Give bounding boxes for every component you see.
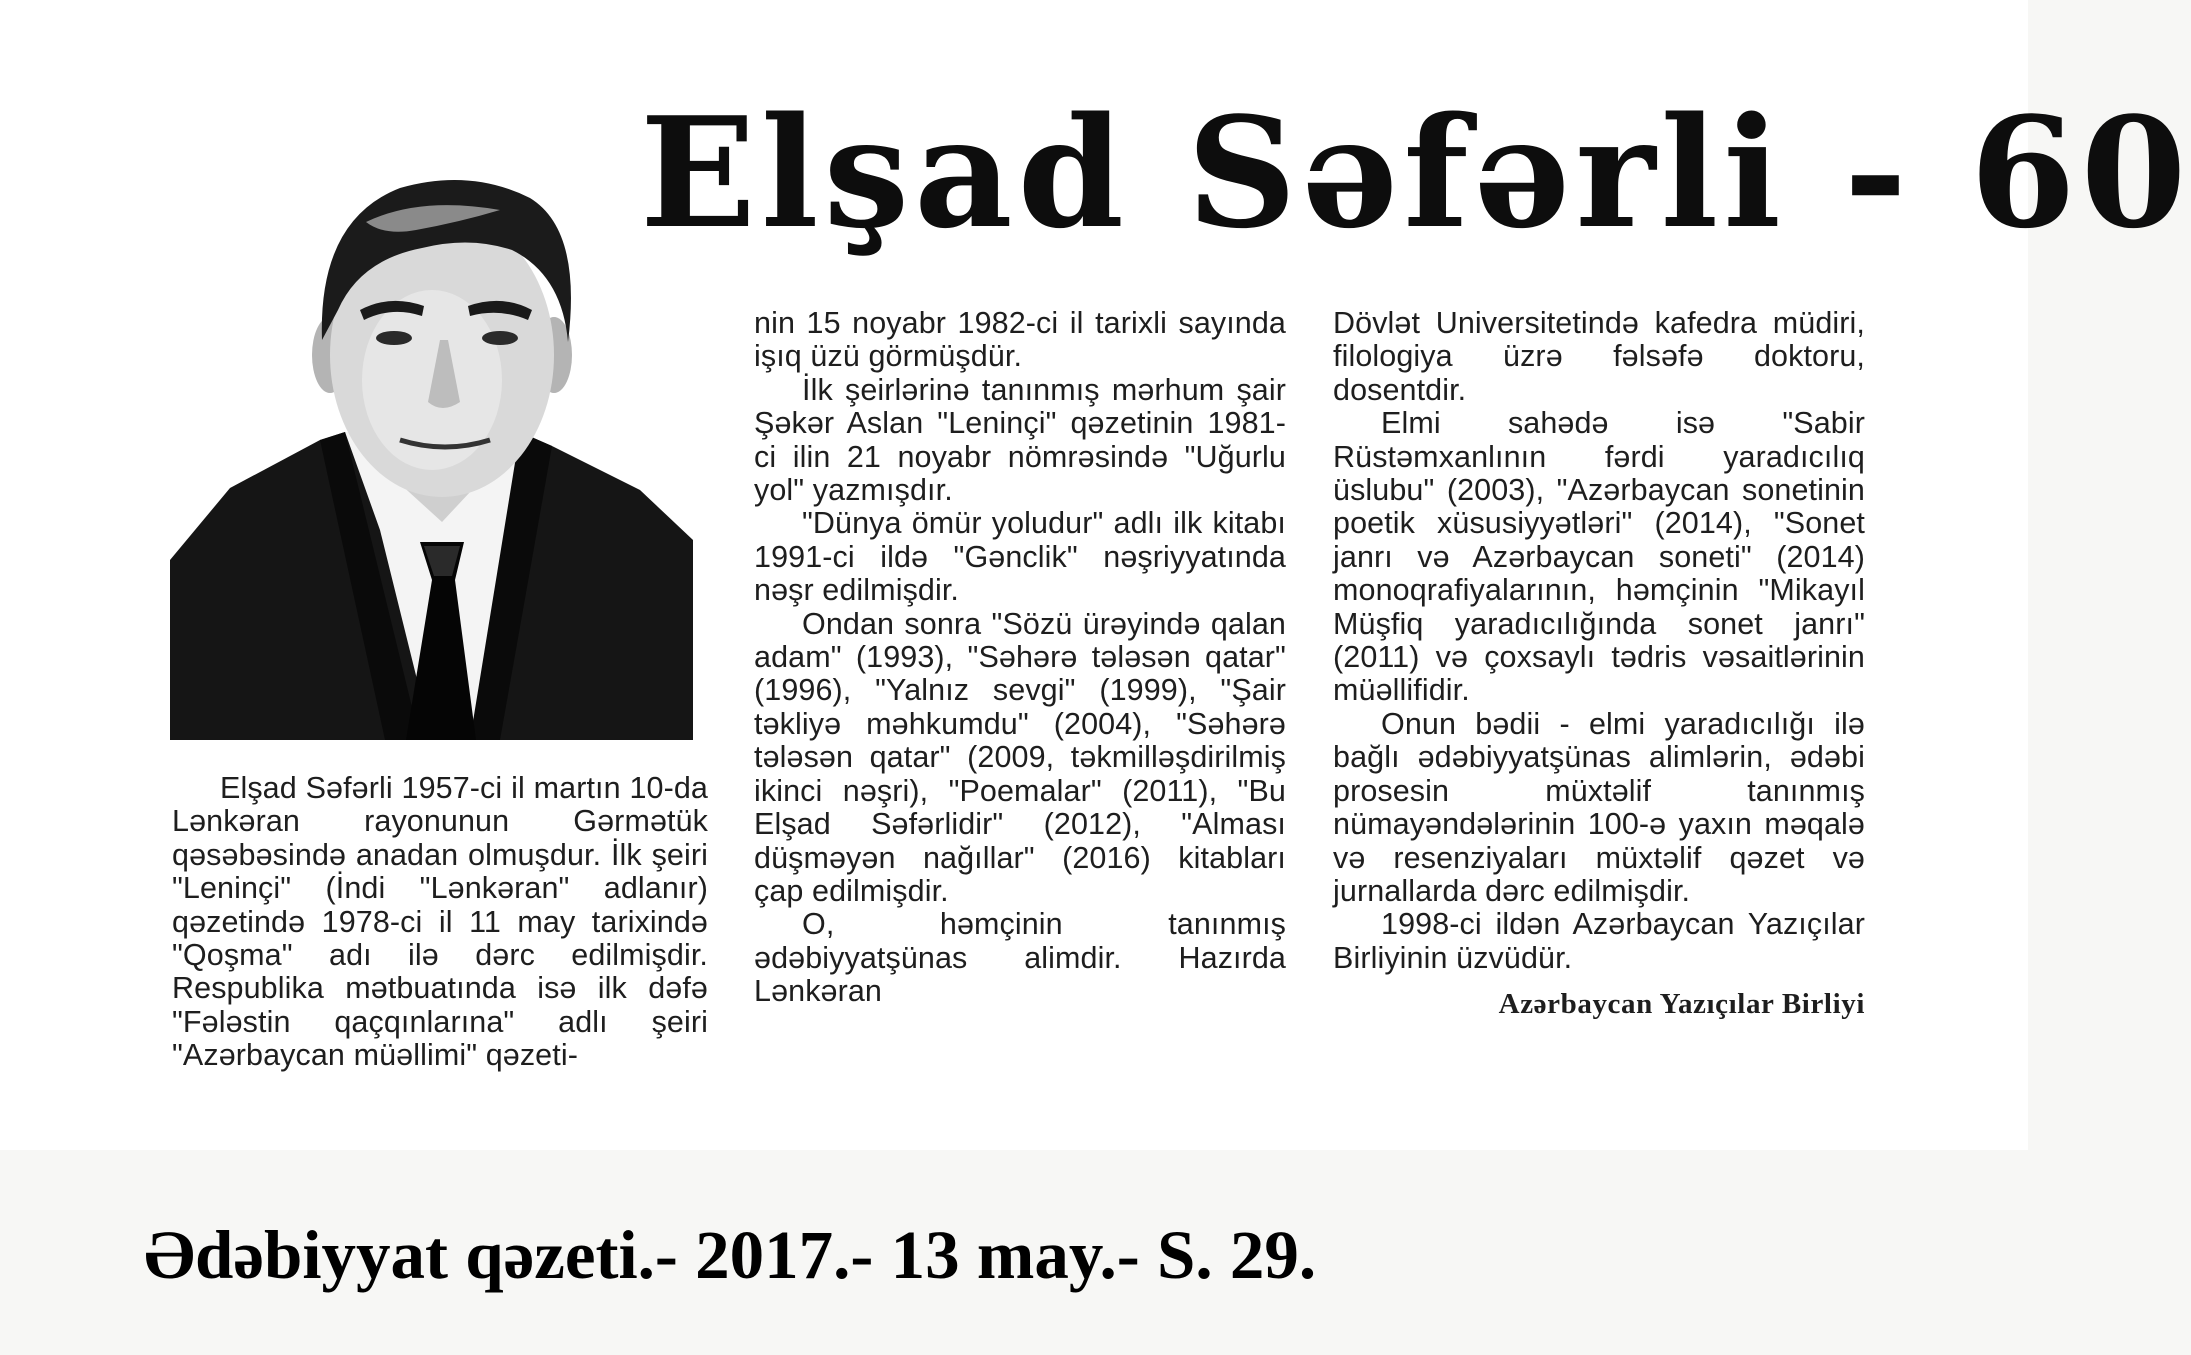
paragraph: Ondan sonra "Sözü ürəyində qalan adam" (1993), "Səhərə tələsən qatar" (1996), "Yalnız sevgi" (1999), "Şair təkliyə məhkumdu" (2004), "Səhərə tələsən qatar" (2009, təkmilləşdirilmiş ikinci nəşri), "Poemalar" (2011), "Bu Elşad Səfərlidir" (2012), "Alması düşməyən nağıllar" (2016) kitabları çap edilmişdir. <box>754 606 1286 908</box>
paragraph: 1998-ci ildən Azərbaycan Yazıçılar Birliyinin üzvüdür. <box>1333 907 1865 975</box>
article-column-middle <box>754 307 1286 1009</box>
paragraph: Onun bədii - elmi yaradıcılığı ilə bağlı ədəbiyyatşünas alimlərin, ədəbi prosesin müxtəlif tanınmış nümayəndələrinin 100-ə yaxın məqalə və resenziyaları müxtəlif qəzet və jurnallarda dərc edilmişdir. <box>1333 706 1865 908</box>
source-citation: Ədəbiyyat qəzeti.- 2017.- 13 may.- S. 29. <box>144 1217 1317 1293</box>
article-column-right <box>1333 307 1865 1022</box>
article-column-left <box>172 772 708 1073</box>
paragraph: "Dünya ömür yoludur" adlı ilk kitabı 1991-ci ildə "Gənclik" nəşriyyatında nəşr edilmişdir. <box>754 506 1286 608</box>
article-headline: Elşad Səfərli - 60 <box>640 83 2191 262</box>
paragraph: İlk şeirlərinə tanınmış mərhum şair Şəkər Aslan "Leninçi" qəzetinin 1981-ci ilin 21 noyabr nömrəsində "Uğurlu yol" yazmışdır. <box>754 372 1286 508</box>
paragraph: Elmi sahədə isə "Sabir Rüstəmxanlının fərdi yaradıcılıq üslubu" (2003), "Azərbaycan sonetinin poetik xüsusiyyətləri" (2014), "Sonet janrı və Azərbaycan soneti" (2014) monoqrafiyalarının, həmçinin "Mikayıl Müşfiq yaradıcılığında sonet janrı" (2011) və çoxsaylı tədris vəsaitlərinin müəllifidir. <box>1333 406 1865 708</box>
paragraph: O, həmçinin tanınmış ədəbiyyatşünas alimdir. Hazırda Lənkəran <box>754 907 1286 1009</box>
paragraph: nin 15 noyabr 1982-ci il tarixli sayında işıq üzü görmüşdür. <box>754 306 1286 374</box>
paragraph: Elşad Səfərli 1957-ci il martın 10-da Lənkəran rayonunun Gərmətük qəsəbəsində anadan olmuşdur. İlk şeiri "Leninçi" (İndi "Lənkəran" adlanır) qəzetində 1978-ci il 11 may tarixində "Qoşma" adı ilə dərc edilmişdir. Respublika mətbuatında isə ilk dəfə "Fələstin qaçqınlarına" adlı şeiri "Azərbaycan müəllimi" qəzeti- <box>172 771 708 1073</box>
portrait-icon <box>170 110 693 740</box>
author-signature: Azərbaycan Yazıçılar Birliyi <box>1498 988 1865 1021</box>
paragraph: Dövlət Universitetində kafedra müdiri, filologiya üzrə fəlsəfə doktoru, dosentdir. <box>1333 306 1865 407</box>
portrait-photo <box>170 110 693 740</box>
